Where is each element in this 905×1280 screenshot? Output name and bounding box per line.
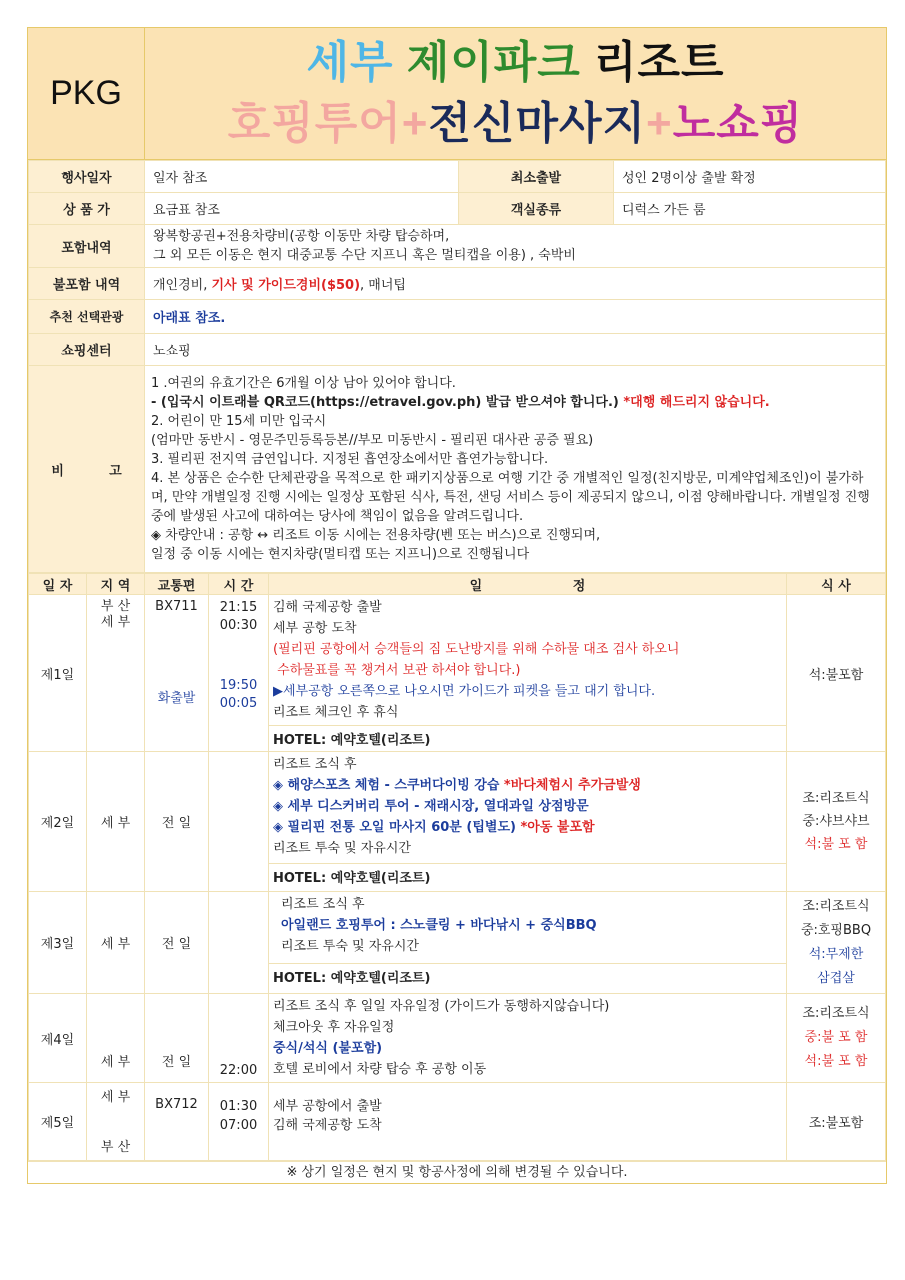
day-1-time-3: 19:50 [219, 678, 258, 693]
day-3-breakfast: 조:리조트식 [802, 898, 870, 914]
day-5-transport: BX712 [145, 1083, 209, 1161]
optional-tour-value: 아래표 참조. [145, 300, 886, 334]
excluded-label: 불포함 내역 [29, 268, 145, 300]
room-value: 디럭스 가든 룸 [614, 193, 886, 225]
day-3-line-1: 리조트 조식 후 [281, 897, 365, 912]
note-5: 3. 필리핀 전지역 금연입니다. 지정된 흡연장소에서만 흡연가능합니다. [151, 452, 549, 467]
included-value [145, 225, 886, 268]
day-1-line-4: 수하물표를 꼭 챙겨서 보관 하셔야 합니다.) [273, 663, 521, 678]
document [27, 27, 887, 1184]
day-2-region: 세 부 [87, 752, 145, 892]
day-4-line-3: 중식/석식 (불포함) [273, 1041, 383, 1056]
day-row-1 [29, 595, 886, 752]
excluded-value [145, 268, 886, 300]
day-3-line-2: 아일랜드 호핑투어 : 스노클링 + 바다낚시 + 중식BBQ [281, 918, 597, 933]
day-4-meal [787, 994, 886, 1083]
price-value: 요금표 참조 [145, 193, 459, 225]
day-4-label: 제4일 [29, 994, 87, 1083]
note-7: ◈ 차량안내 : 공항 ↔ 리조트 이동 시에는 전용차량(벤 또는 버스)으로 진행되며, [151, 528, 601, 543]
day-4-lunch: 중:불 포 함 [804, 1030, 868, 1045]
day-2-hotel: HOTEL: 예약호텔(리조트) [269, 863, 786, 889]
day-1-itinerary [269, 595, 787, 752]
day-1-flight: BX711 [155, 599, 198, 614]
day-row-3 [29, 892, 886, 994]
day-2-massage: ◈ 필리핀 전통 오일 마사지 60분 (팁별도) [273, 820, 521, 835]
day-5-itinerary [269, 1083, 787, 1161]
date-value: 일자 참조 [145, 161, 459, 193]
day-3-meal [787, 892, 886, 994]
included-line-2: 그 외 모든 이동은 현지 대중교통 수단 지프니 혹은 멀티캡을 이용) , 숙박비 [153, 248, 576, 263]
day-4-line-4: 호텔 로비에서 차량 탑승 후 공항 이동 [273, 1062, 487, 1077]
day-2-dinner: 석:불 포 함 [804, 837, 868, 852]
day-2-child-excluded: *아동 불포함 [520, 820, 595, 835]
day-3-dinner-2: 삼겹살 [817, 970, 855, 986]
shopping-value: 노쇼핑 [145, 334, 886, 366]
day-1-time-1: 21:15 [219, 600, 258, 615]
subtitle-part-3: 전신마사지 [428, 98, 647, 148]
day-1-time-4: 00:05 [219, 696, 258, 711]
day-5-meal: 조:불포함 [787, 1083, 886, 1161]
day-5-region [87, 1083, 145, 1161]
title-part-3: 리조트 [593, 37, 725, 87]
day-1-line-6: 리조트 체크인 후 휴식 [273, 705, 399, 720]
day-3-itinerary [269, 892, 787, 994]
day-3-time [209, 892, 269, 994]
day-2-breakfast: 조:리조트식 [802, 791, 870, 806]
schedule-table [28, 573, 886, 1161]
pkg-label: PKG [28, 28, 145, 159]
day-1-line-2: 세부 공항 도착 [273, 621, 357, 636]
info-table [28, 160, 886, 573]
day-3-hotel: HOTEL: 예약호텔(리조트) [269, 963, 786, 989]
day-1-time [209, 595, 269, 752]
day-2-label: 제2일 [29, 752, 87, 892]
subtitle-part-4: + [646, 98, 673, 148]
day-1-line-5: ▶세부공항 오른쪽으로 나오시면 가이드가 피켓을 들고 대기 합니다. [273, 684, 656, 699]
min-departure-value: 성인 2명이상 출발 확정 [614, 161, 886, 193]
day-2-transport: 전 일 [145, 752, 209, 892]
day-1-transport [145, 595, 209, 752]
note-6: 4. 본 상품은 순수한 단체관광을 목적으로 한 패키지상품으로 여행 기간 중 개별적인 일정(친지방문, 미계약업체조인)이 불가하며, 만약 개별일정 진행 시에는 일정상 포함된 식사, 특전, 샌딩 서비스 등이 제공되지 않으니, 이점 양해바랍니다. 개별일정 진행 중에 발생된 사고에 대하여는 당사에 책임이 없음을 알려드립니다. [151, 471, 870, 524]
day-5-region-1: 세 부 [100, 1090, 131, 1105]
day-5-region-2: 부 산 [100, 1140, 131, 1155]
col-itinerary: 일 정 [269, 574, 787, 595]
col-time: 시 간 [209, 574, 269, 595]
day-1-region-1: 부 산 [100, 599, 131, 614]
day-2-time [209, 752, 269, 892]
title-part-1: 세부 [306, 37, 407, 87]
shopping-label: 쇼핑센터 [29, 334, 145, 366]
room-label: 객실종류 [459, 193, 614, 225]
day-1-line-1: 김해 국제공항 출발 [273, 600, 382, 615]
col-day: 일 자 [29, 574, 87, 595]
day-2-line-3: ◈ 세부 디스커버리 투어 - 재래시장, 열대과일 상점방문 [273, 799, 589, 814]
min-departure-label: 최소출발 [459, 161, 614, 193]
day-4-line-1: 리조트 조식 후 일일 자유일정 (가이드가 동행하지않습니다) [273, 999, 610, 1014]
subtitle-part-5: 노쇼핑 [672, 98, 804, 148]
day-row-5 [29, 1083, 886, 1161]
title-banner [28, 28, 886, 160]
day-3-label: 제3일 [29, 892, 87, 994]
day-4-region: 세 부 [87, 994, 145, 1083]
day-2-lunch: 중:샤브샤브 [802, 814, 870, 829]
note-4: (엄마만 동반시 - 영문주민등록등본//부모 미동반시 - 필리핀 대사관 공증 필요) [151, 433, 594, 448]
day-3-dinner: 석:무제한 [808, 946, 864, 962]
included-line-1: 왕복항공권+전용차량비(공항 이동만 차량 탑승하며, [153, 229, 450, 244]
excluded-post: , 매너팁 [360, 278, 406, 293]
day-1-departure-day: 화출발 [157, 691, 196, 706]
day-4-dinner: 석:불 포 함 [804, 1054, 868, 1069]
note-2-warning: *대행 해드리지 않습니다. [623, 395, 770, 410]
day-4-itinerary [269, 994, 787, 1083]
date-label: 행사일자 [29, 161, 145, 193]
day-3-line-3: 리조트 투숙 및 자유시간 [281, 939, 419, 954]
day-2-itinerary [269, 752, 787, 892]
day-5-label: 제5일 [29, 1083, 87, 1161]
included-label: 포함내역 [29, 225, 145, 268]
note-1: 1 .여권의 유효기간은 6개월 이상 남아 있어야 합니다. [151, 376, 456, 391]
optional-tour-label: 추천 선택관광 [29, 300, 145, 334]
col-transport: 교통편 [145, 574, 209, 595]
day-2-line-4 [273, 817, 782, 838]
notes-label: 비 고 [29, 366, 145, 573]
day-row-4 [29, 994, 886, 1083]
day-1-line-3: (필리핀 공항에서 승객들의 짐 도난방지를 위해 수하물 대조 검사 하오니 [273, 642, 680, 657]
day-5-time [209, 1083, 269, 1161]
title-part-2: 제이파크 [406, 37, 594, 87]
day-4-breakfast: 조:리조트식 [802, 1006, 870, 1021]
excluded-guide-fee: 기사 및 가이드경비($50) [211, 278, 361, 293]
col-region: 지 역 [87, 574, 145, 595]
day-2-line-5: 리조트 투숙 및 자유시간 [273, 841, 411, 856]
day-5-time-2: 07:00 [219, 1118, 258, 1133]
day-2-line-2 [273, 775, 782, 796]
day-5-time-1: 01:30 [219, 1099, 258, 1114]
excluded-pre: 개인경비, [153, 278, 212, 293]
day-2-meal [787, 752, 886, 892]
day-1-region-2: 세 부 [100, 615, 131, 630]
day-3-region: 세 부 [87, 892, 145, 994]
sub-title [228, 93, 803, 155]
day-2-extra-cost: *바다체험시 추가금발생 [503, 778, 641, 793]
title-block [145, 28, 886, 159]
note-3: 2. 어린이 만 15세 미만 입국시 [151, 414, 327, 429]
subtitle-part-2: + [401, 98, 429, 148]
main-title [307, 33, 725, 93]
day-3-lunch: 중:호핑BBQ [800, 922, 872, 938]
day-1-hotel: HOTEL: 예약호텔(리조트) [269, 725, 786, 751]
subtitle-part-1: 호핑투어 [227, 98, 402, 148]
day-4-transport: 전 일 [145, 994, 209, 1083]
day-4-time: 22:00 [209, 994, 269, 1083]
day-1-region [87, 595, 145, 752]
day-3-transport: 전 일 [145, 892, 209, 994]
day-row-2 [29, 752, 886, 892]
note-2 [151, 393, 879, 412]
day-2-marine-sports: ◈ 해양스포츠 체험 - 스쿠버다이빙 강습 [273, 778, 504, 793]
day-1-label: 제1일 [29, 595, 87, 752]
day-2-line-1: 리조트 조식 후 [273, 757, 357, 772]
day-1-time-2: 00:30 [219, 618, 258, 633]
col-meal: 식 사 [787, 574, 886, 595]
day-5-line-2: 김해 국제공항 도착 [273, 1118, 382, 1133]
day-5-line-1: 세부 공항에서 출발 [273, 1099, 382, 1114]
notes-content [145, 366, 886, 573]
day-4-line-2: 체크아웃 후 자유일정 [273, 1020, 395, 1035]
note-8: 일정 중 이동 시에는 현지차량(멀티캡 또는 지프니)으로 진행됩니다 [151, 547, 530, 562]
day-1-meal: 석:불포함 [787, 595, 886, 752]
price-label: 상 품 가 [29, 193, 145, 225]
note-2-etravel: - (입국시 이트래블 QR코드(https://etravel.gov.ph) 발급 받으셔야 합니다.) [151, 395, 624, 410]
footer-notice: ※ 상기 일정은 현지 및 항공사정에 의해 변경될 수 있습니다. [28, 1161, 886, 1183]
